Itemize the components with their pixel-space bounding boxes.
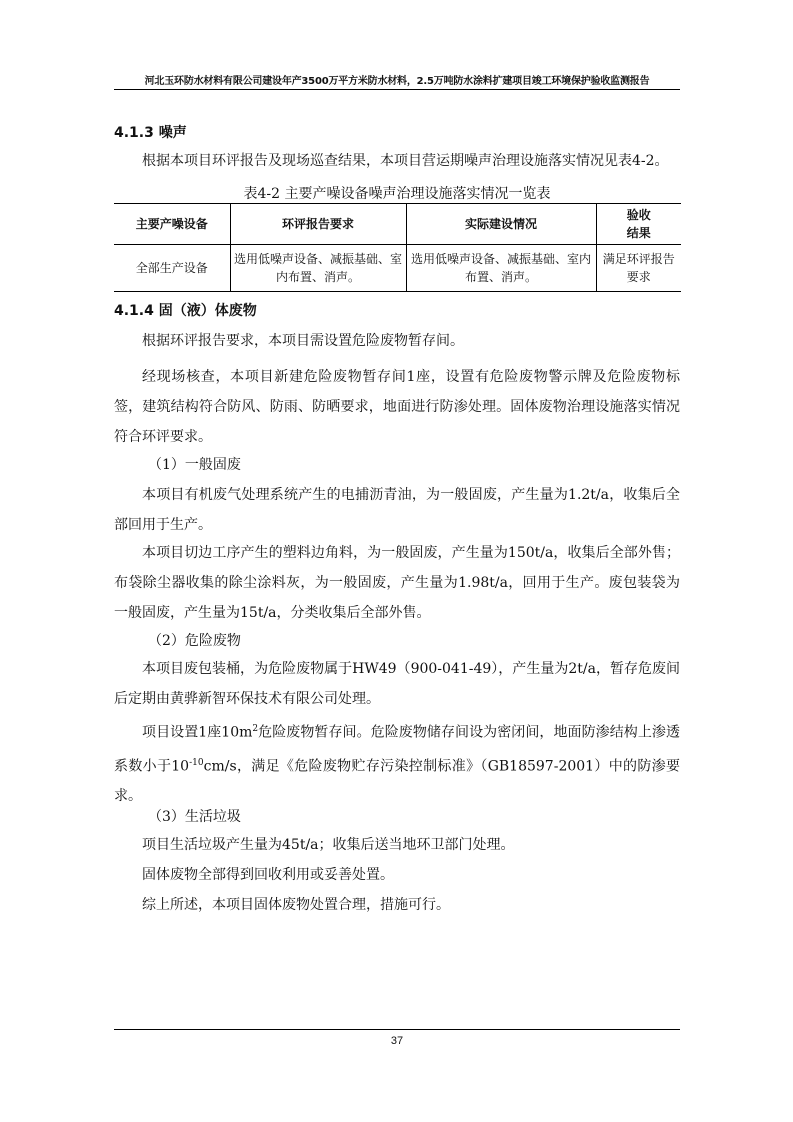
noise-measures-table	[114, 203, 681, 292]
running-header: 河北玉环防水材料有限公司建设年产3500万平方米防水材料，2.5万吨防水涂料扩建项目竣工环境保护验收监测报告	[144, 76, 650, 87]
table-caption: 表4-2 主要产噪设备噪声治理设施落实情况一览表	[243, 186, 551, 202]
text-run: cm/s，满足《危险废物贮存污染控制标准》（GB18597-2001）中的防渗要求。	[114, 758, 680, 805]
table-header-cell: 主要产噪设备	[114, 204, 230, 245]
table-header-row	[114, 204, 681, 245]
table-cell: 满足环评报告要求	[596, 245, 681, 292]
paragraph: 本项目有机废气处理系统产生的电捕沥青油，为一般固废，产生量为1.2t/a，收集后全部回用于生产。	[114, 487, 680, 533]
table-header-cell: 实际建设情况	[406, 204, 596, 245]
table-header-cell: 环评报告要求	[230, 204, 406, 245]
section-heading-noise: 4.1.3 噪声	[114, 125, 187, 141]
text-run: 项目设置1座10m	[142, 724, 253, 741]
paragraph: 经现场核查，本项目新建危险废物暂存间1座，设置有危险废物警示牌及危险废物标签，建筑结构符合防风、防雨、防晒要求，地面进行防渗处理。固体废物治理设施落实情况符合环评要求。	[114, 369, 680, 445]
subheading-hazardous-waste: （2）危险废物	[148, 633, 241, 649]
superscript: 2	[252, 724, 259, 734]
table-cell: 全部生产设备	[114, 245, 230, 292]
paragraph: 固体废物全部得到回收利用或妥善处置。	[142, 867, 394, 883]
noise-intro-paragraph: 根据本项目环评报告及现场巡查结果，本项目营运期噪声治理设施落实情况见表4-2。	[142, 153, 669, 169]
page-number: 37	[390, 1035, 404, 1047]
paragraph: 本项目废包装桶，为危险废物属于HW49（900-041-49），产生量为2t/a，暂存危废间后定期由黄骅新智环保技术有限公司处理。	[114, 661, 680, 707]
superscript: -10	[189, 757, 204, 768]
paragraph: 项目生活垃圾产生量为45t/a；收集后送当地环卫部门处理。	[142, 837, 515, 853]
footer-rule	[114, 1029, 680, 1030]
text-run: 危险废物暂存间。危险废物储存间设为密闭间，地面防渗结构上渗透系数小于10	[114, 724, 680, 775]
subheading-general-waste: （1）一般固废	[148, 457, 241, 473]
table-cell: 选用低噪声设备、减振基础、室内布置、消声。	[230, 245, 406, 292]
paragraph: 根据环评报告要求，本项目需设置危险废物暂存间。	[142, 333, 464, 349]
subheading-domestic-waste: （3）生活垃圾	[148, 809, 241, 825]
table-cell: 选用低噪声设备、减振基础、室内布置、消声。	[406, 245, 596, 292]
header-rule	[114, 89, 680, 90]
paragraph: 综上所述，本项目固体废物处置合理，措施可行。	[142, 897, 450, 913]
table-row	[114, 245, 681, 292]
paragraph-storage-room	[114, 714, 680, 811]
paragraph: 本项目切边工序产生的塑料边角料，为一般固废，产生量为150t/a，收集后全部外售；布袋除尘器收集的除尘涂料灰，为一般固废，产生量为1.98t/a，回用于生产。废包装袋为一般固废，产生量为15t/a，分类收集后全部外售。	[114, 545, 680, 621]
table-header-cell: 验收 结果	[596, 204, 681, 245]
section-heading-solid-waste: 4.1.4 固（液）体废物	[114, 303, 257, 319]
